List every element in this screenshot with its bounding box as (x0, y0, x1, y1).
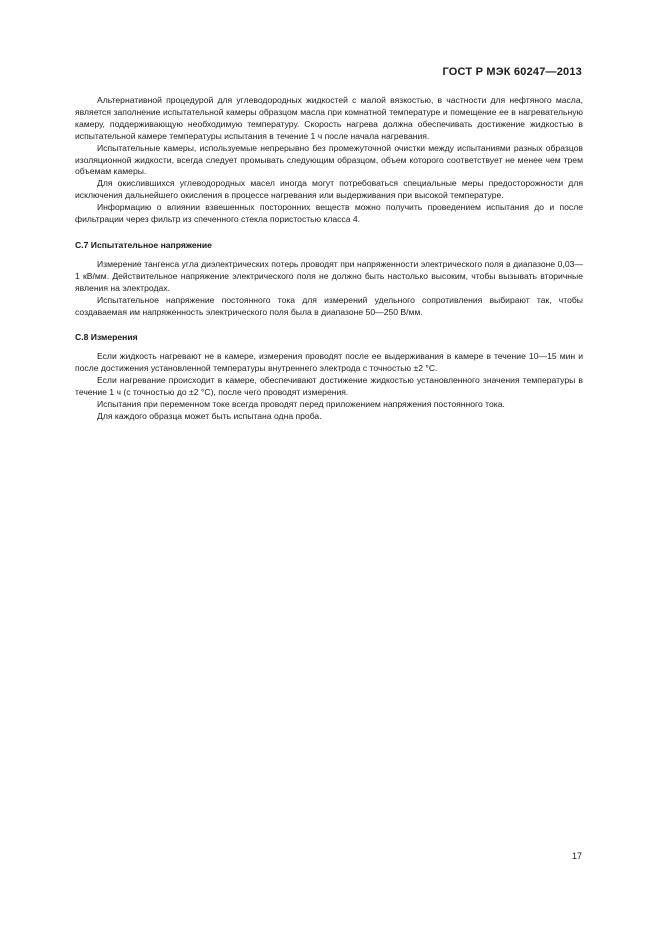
paragraph-c8-2: Если нагревание происходит в камере, обеспечивают достижение жидкостью установленного значения температуры в течение 1 ч (с точностью до ±2 °С), после чего проводят измерения. (75, 375, 583, 398)
paragraph-test-cells: Испытательные камеры, используемые непрерывно без промежуточной очистки между испытаниями разных образцов изоляционной жидкости, всегда следует промывать следующим образцом, объем которого соответствует не менее чем трем объемам камеры. (75, 142, 583, 177)
paragraph-c8-4: Для каждого образца может быть испытана одна проба. (97, 410, 322, 421)
paragraph-suspended-matter: Информацию о влиянии взвешенных посторонних веществ можно получить проведением испытания до и после фильтрации через фильтр из спеченного стекла пористостью класса 4. (75, 202, 583, 225)
paragraph-c7-1: Измерение тангенса угла диэлектрических потерь проводят при напряженности электрического поля в диапазоне 0,03—1 кВ/мм. Действительное напряжение электрического поля не должно быть настолько высоким, чтобы вызывать вторичные явления на электродах. (75, 258, 583, 293)
document-body (75, 95, 583, 423)
paragraph-c8-3: Испытания при переменном токе всегда проводят перед приложением напряжения постоянного тока. (97, 398, 505, 409)
standard-header: ГОСТ Р МЭК 60247—2013 (442, 66, 582, 78)
section-heading-c7: С.7 Испытательное напряжение (75, 239, 212, 250)
paragraph-oxidized-oils: Для окислившихся углеводородных масел иногда могут потребоваться специальные меры предосторожности для исключения дальнейшего окисления в процессе нагревания или выдерживания при высокой температуре. (75, 178, 583, 201)
paragraph-alternative-procedure: Альтернативной процедурой для углеводородных жидкостей с малой вязкостью, в частности для нефтяного масла, является заполнение испытательной камеры образцом масла при комнатной температуре и помещение ее в нагревательную камеру, поддерживающую необходимую температуру. Скорость нагрева должна обеспечивать достижение жидкостью в испытательной камере температуры испытания в течение 1 ч после начала нагревания. (75, 95, 583, 141)
paragraph-c8-1: Если жидкость нагревают не в камере, измерения проводят после ее выдерживания в камере в течение 10—15 мин и после достижения установленной температуры внутреннего электрода с точностью ±2 °С. (75, 351, 583, 374)
paragraph-c7-2: Испытательное напряжение постоянного тока для измерений удельного сопротивления выбирают так, чтобы создаваемая им напряженность электрического поля была в диапазоне 50—250 В/мм. (75, 294, 583, 317)
page-number: 17 (571, 851, 582, 861)
section-heading-c8: С.8 Измерения (75, 332, 138, 343)
